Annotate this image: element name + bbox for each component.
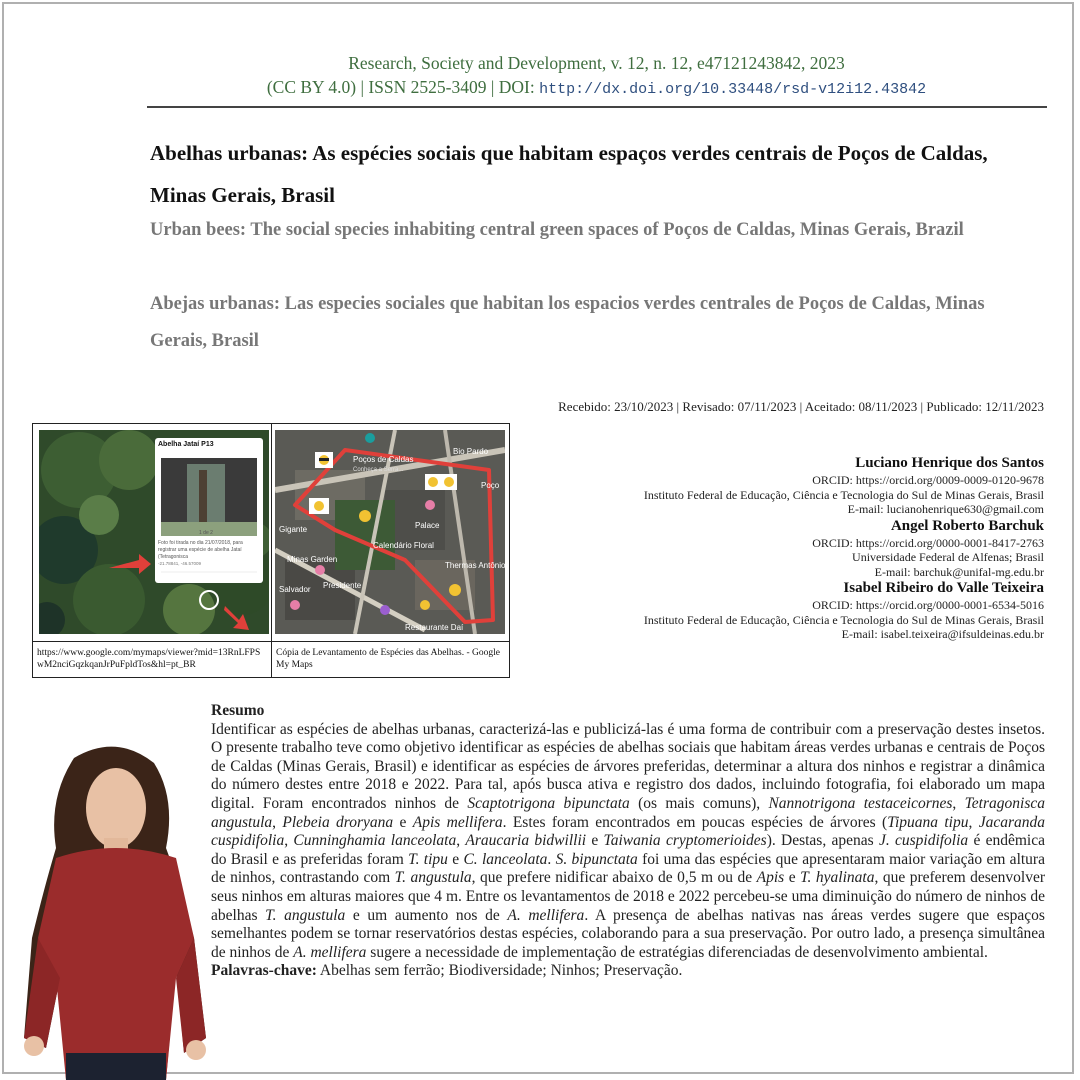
title-portuguese: Abelhas urbanas: As espécies sociais que habitam espaços verdes centrais de Poços de Caldas, Minas Gerais, Brasil <box>150 141 988 207</box>
author-entry <box>524 517 1044 580</box>
map-label-poco: Poço <box>481 481 500 490</box>
author-email[interactable]: E-mail: lucianohenrique630@gmail.com <box>847 502 1044 516</box>
author-portrait-photo <box>16 738 216 1080</box>
author-name: Angel Roberto Barchuk <box>890 517 1044 534</box>
popup-coordinates: -21.78841, -46.57009 <box>158 561 202 566</box>
right-map-caption: Cópia de Levantamento de Espécies das Abelhas. - Google My Maps <box>276 648 500 670</box>
table-divider-vertical <box>271 424 272 677</box>
map-label-calendario: Calendário Floral <box>373 541 434 550</box>
map-label-note: Conheça a Serra... <box>353 467 404 473</box>
author-orcid[interactable]: ORCID: https://orcid.org/0009-0009-0120-9678 <box>812 473 1044 487</box>
doi-link[interactable]: http://dx.doi.org/10.33448/rsd-v12i12.43842 <box>539 81 927 98</box>
left-map-caption-link[interactable]: https://www.google.com/mymaps/viewer?mid=13RnLFPSwM2nciGqzkqanJrPuFpldTos&hl=pt_BR <box>37 648 261 670</box>
journal-license-line <box>150 75 1043 102</box>
author-institution: Universidade Federal de Alfenas; Brasil <box>852 550 1044 564</box>
map-label-bio-pardo: Bio Pardo <box>453 447 489 456</box>
license-issn: (CC BY 4.0) | ISSN 2525-3409 | DOI: <box>266 77 540 97</box>
author-orcid[interactable]: ORCID: https://orcid.org/0000-0001-8417-2763 <box>812 535 1044 550</box>
publication-dates: Recebido: 23/10/2023 | Revisado: 07/11/2023 | Aceitado: 08/11/2023 | Publicado: 12/11/2023 <box>558 399 1044 414</box>
map-label-gigante: Gigante <box>279 525 308 534</box>
author-name: Isabel Ribeiro do Valle Teixeira <box>843 580 1044 596</box>
popup-description: Foto foi tirada no dia 21/07/2018, para registrar uma espécie de abelha Jataí (Tetragonisca <box>158 540 243 560</box>
author-orcid[interactable]: ORCID: https://orcid.org/0000-0001-6534-5016 <box>812 598 1044 612</box>
keywords-label: Palavras-chave: <box>211 962 317 980</box>
abstract-heading: Resumo <box>211 702 265 719</box>
map-label-thermas: Thermas Antônio <box>445 561 506 570</box>
keywords-list: Abelhas sem ferrão; Biodiversidade; Ninhos; Preservação. <box>316 962 683 980</box>
title-spanish: Abejas urbanas: Las especies sociales que habitan los espacios verdes centrales de Poços de Caldas, Minas Gerais, Brasil <box>150 294 985 351</box>
author-institution: Instituto Federal de Educação, Ciência e Tecnologia do Sul de Minas Gerais, Brasil <box>643 487 1044 502</box>
keywords-line <box>211 962 1045 981</box>
title-english: Urban bees: The social species inhabiting central green spaces of Poços de Caldas, Minas Gerais, Brazil <box>150 220 964 240</box>
author-name: Luciano Henrique dos Santos <box>855 455 1044 471</box>
author-email[interactable]: E-mail: barchuk@unifal-mg.edu.br <box>874 564 1044 579</box>
abstract-text: Identificar as espécies de abelhas urbanas, caracterizá-las e publicizá-las é uma forma de contribuir com a preservação destes insetos. O presente trabalho teve como objetivo identificar as espécies de abelhas sociais que habitam áreas verdes urbanas e centrais de Poços de Caldas (Minas Gerais, Brasil) e identificar as espécies de árvores preferidas, determinar a altura dos ninhos e registrar a dinâmica do número destes entre 2018 e 2022. Para tal, após busca ativa e registro dos dados, incluindo fotografia, foi elaborado um mapa digital. Foram encontrados ninhos de Scaptotrigona bipunctata (os mais comuns), Nannotrigona testaceicornes, Tetragonisca angustula, Plebeia droryana e Apis mellifera. Estes foram encontrados em poucas espécies de árvores (Tipuana tipu, Jacaranda cuspidifolia, Cunninghamia lanceolata, Araucaria bidwillii e Taiwania cryptomerioides). Destas, apenas J. cuspidifolia é endêmica do Brasil e as preferidas foram T. tipu e C. lanceolata. S. bipunctata foi uma das espécies que apresentaram maior variação em altura de ninhos, contrastando com T. angustula, que prefere nidificar abaixo de 0,5 m ou de Apis e T. hyalinata, que preferem desenvolver seus ninhos em alturas maiores que 4 m. Entre os levantamentos de 2018 e 2022 percebeu-se uma diminuição do número de ninhos de abelhas T. angustula e um aumento nos de A. mellifera. A presença de abelhas nativas nas áreas verdes sugere que espaços semelhantes podem se tornar reservatórios destas espécies, colaborando para a sua preservação. Por outro lado, a presença simultânea de ninhos de A. mellifera sugere a necessidade de implementação de estratégias diferenciadas de desenvolvimento ambiental. <box>211 720 1045 961</box>
author-email[interactable]: E-mail: isabel.teixeira@ifsuldeinas.edu.br <box>841 627 1044 641</box>
abstract-section <box>211 702 1045 981</box>
popup-title: Abelha Jataí P13 <box>158 441 214 448</box>
map-label-salvador: Salvador <box>279 585 311 594</box>
map-label-palace: Palace <box>415 521 440 530</box>
map-label-presidente: Presidente <box>323 581 362 590</box>
figure-table <box>32 423 510 678</box>
author-entry <box>524 454 1044 517</box>
journal-citation: Research, Society and Development, v. 12, n. 12, e47121243842, 2023 <box>348 53 845 73</box>
map-label-restaurante: Restaurante Daí <box>405 623 464 632</box>
satellite-map-image[interactable] <box>39 430 269 634</box>
popup-pager: 1 de 2 <box>199 530 213 536</box>
author-entry <box>524 579 1044 642</box>
header-divider <box>147 106 1047 108</box>
table-divider-horizontal <box>33 641 509 642</box>
map-label-pocos: Poços de Caldas <box>353 455 414 464</box>
author-institution: Instituto Federal de Educação, Ciência e Tecnologia do Sul de Minas Gerais, Brasil <box>643 612 1044 627</box>
authors-block <box>524 454 1044 642</box>
map-label-minas-garden: Minas Garden <box>287 555 338 564</box>
